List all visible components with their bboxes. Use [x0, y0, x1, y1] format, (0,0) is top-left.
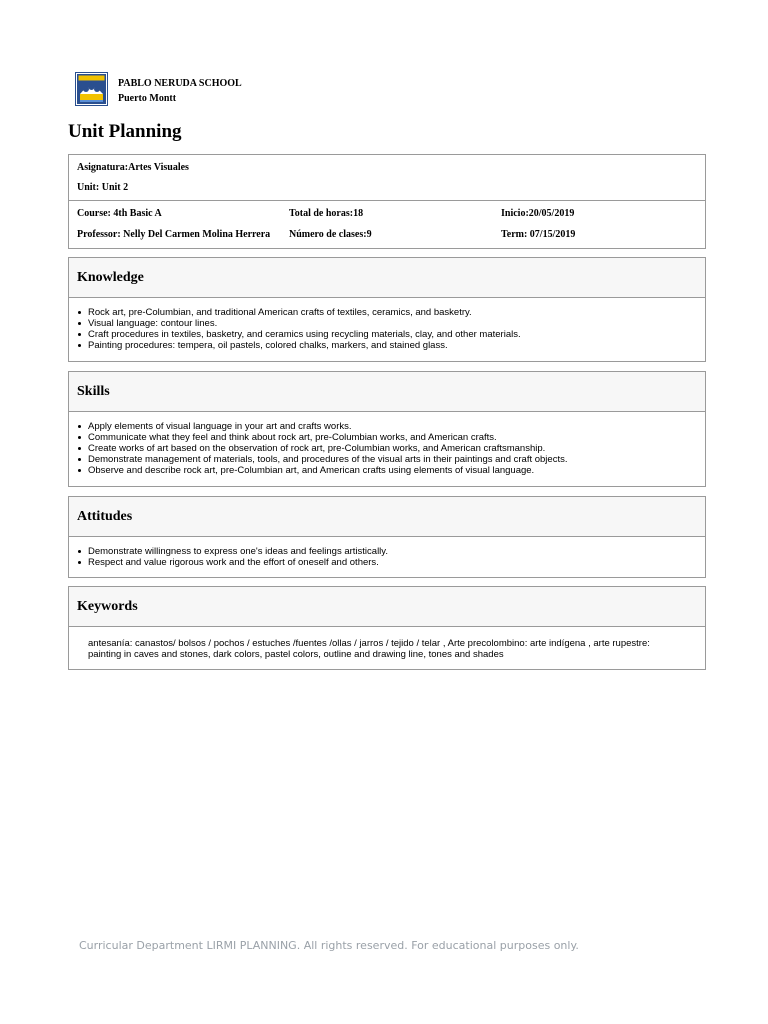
unit-info-grid — [69, 201, 705, 241]
school-name-block — [118, 72, 242, 106]
school-name: PABLO NERUDA SCHOOL — [118, 78, 242, 89]
list-item: Demonstrate management of materials, tools, and procedures of the visual arts in their paintings and craft objects. — [88, 454, 695, 465]
list-item: Respect and value rigorous work and the effort of oneself and others. — [88, 557, 695, 568]
keywords-line: antesanía: canastos/ bolsos / pochos / estuches /fuentes /ollas / jarros / tejido / telar , Arte precolombino: arte indígena , arte rupestre: — [88, 638, 650, 649]
school-city: Puerto Montt — [118, 93, 177, 104]
attitudes-list — [77, 546, 695, 568]
skills-section — [68, 371, 706, 487]
skills-list — [77, 421, 695, 476]
total-hours-label: Total de horas:18 — [289, 208, 364, 219]
attitudes-heading: Attitudes — [69, 497, 705, 537]
skills-heading: Skills — [69, 372, 705, 412]
list-item: Demonstrate willingness to express one's ideas and feelings artistically. — [88, 546, 695, 557]
knowledge-list — [77, 307, 695, 351]
list-item: Visual language: contour lines. — [88, 318, 695, 329]
attitudes-body — [69, 537, 705, 568]
list-item: Craft procedures in textiles, basketry, and ceramics using recycling materials, clay, and other materials. — [88, 329, 695, 340]
unit-info-top — [69, 155, 705, 201]
keywords-text — [77, 636, 695, 660]
list-item: Communicate what they feel and think about rock art, pre-Columbian works, and American crafts. — [88, 432, 695, 443]
keywords-line: painting in caves and stones, dark colors, pastel colors, outline and drawing line, tones and shades — [88, 649, 504, 660]
professor-label: Professor: Nelly Del Carmen Molina Herrera — [77, 229, 271, 240]
school-header — [75, 72, 242, 106]
page-title: Unit Planning — [68, 121, 182, 142]
term-date-label: Term: 07/15/2019 — [501, 229, 576, 240]
unit-info-box — [68, 154, 706, 249]
list-item: Create works of art based on the observation of rock art, pre-Columbian works, and American craftsmanship. — [88, 443, 695, 454]
list-item: Observe and describe rock art, pre-Columbian art, and American crafts using elements of visual language. — [88, 465, 695, 476]
keywords-section — [68, 586, 706, 670]
knowledge-body — [69, 298, 705, 351]
subject-label: Asignatura:Artes Visuales — [77, 162, 189, 173]
unit-label: Unit: Unit 2 — [77, 182, 129, 193]
start-date-label: Inicio:20/05/2019 — [501, 208, 575, 219]
num-classes-label: Número de clases:9 — [289, 229, 372, 240]
school-logo-icon — [75, 72, 108, 106]
knowledge-heading: Knowledge — [69, 258, 705, 298]
course-label: Course: 4th Basic A — [77, 208, 162, 219]
keywords-body — [69, 627, 705, 660]
keywords-heading: Keywords — [69, 587, 705, 627]
attitudes-section — [68, 496, 706, 578]
list-item: Painting procedures: tempera, oil pastels, colored chalks, markers, and stained glass. — [88, 340, 695, 351]
list-item: Apply elements of visual language in your art and crafts works. — [88, 421, 695, 432]
skills-body — [69, 412, 705, 476]
footer-note: Curricular Department LIRMI PLANNING. All rights reserved. For educational purposes only. — [79, 939, 579, 952]
knowledge-section — [68, 257, 706, 362]
list-item: Rock art, pre-Columbian, and traditional American crafts of textiles, ceramics, and basketry. — [88, 307, 695, 318]
